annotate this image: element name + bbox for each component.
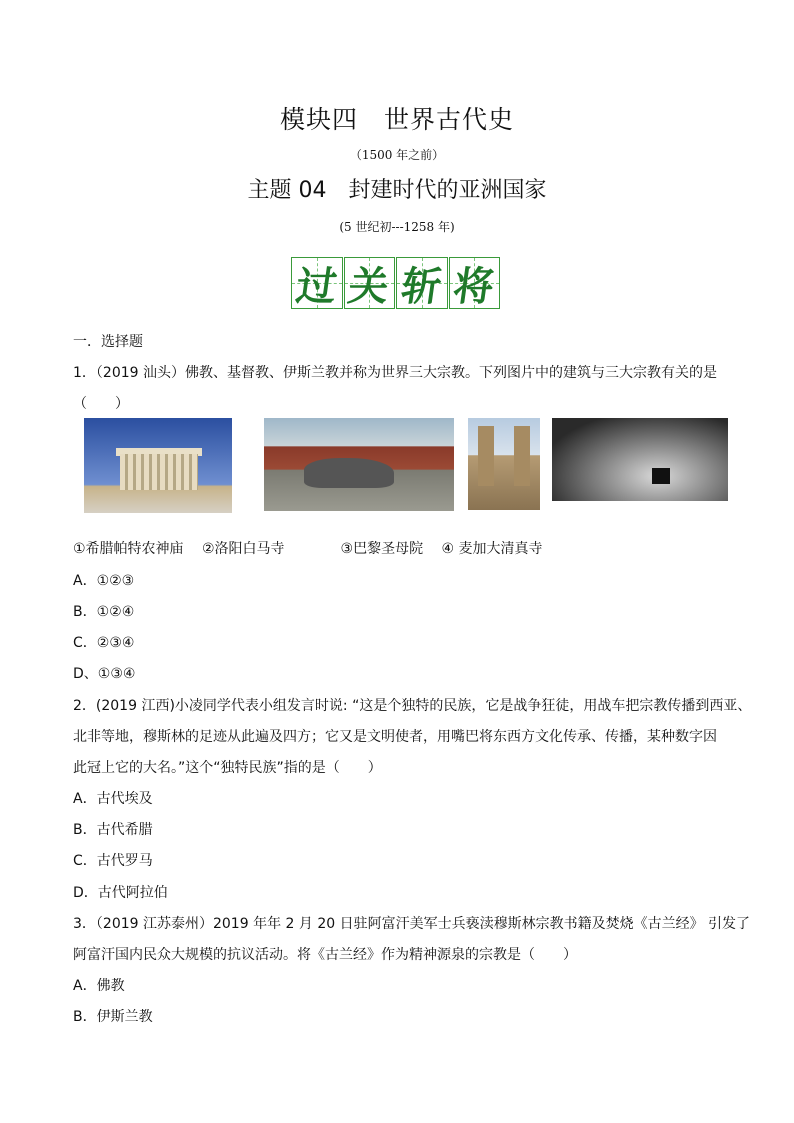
mecca-mosque-photo [552, 418, 728, 501]
q3-stem-line1: 3．（2019 江苏泰州）2019 年年 2 月 20 日驻阿富汗美军士兵亵渎穆斯林宗教书籍及焚烧《古兰经》 引发了 [73, 916, 751, 932]
q1-stem-line1: 1．（2019 汕头）佛教、基督教、伊斯兰教并称为世界三大宗教。下列图片中的建筑与三大宗教有关的是 [73, 365, 717, 381]
q1-stem-line2: （ ） [73, 396, 129, 412]
banner-cell [291, 257, 343, 309]
module-title [0, 100, 794, 136]
tower-right [514, 426, 530, 486]
q2-stem-line2: 北非等地，穆斯林的足迹从此遍及四方；它又是文明使者，用嘴巴将东西方文化传承、传播，某种数字因 [73, 729, 717, 745]
banner-char: 将 [450, 262, 498, 310]
banner-guoguan-zhanjiang [291, 257, 501, 309]
tower-left [478, 426, 494, 486]
banner-cell [449, 257, 501, 309]
banner-char: 关 [345, 262, 393, 310]
q1-image-captions: ①希腊帕特农神庙 ②洛阳白马寺 ③巴黎圣母院 ④ 麦加大清真寺 [73, 541, 543, 557]
q3-option-a: A．佛教 [73, 978, 125, 994]
q2-option-c: C．古代罗马 [73, 853, 153, 869]
topic-title: 主题 04 封建时代的亚洲国家 [247, 178, 547, 203]
kaaba [652, 468, 670, 484]
q1-option-c: C．②③④ [73, 635, 135, 651]
q1-option-d: D、①③④ [73, 666, 136, 682]
parthenon-photo [84, 418, 232, 513]
horse-statue [304, 458, 394, 488]
module-title-a: 模块四 [279, 105, 358, 134]
banner-cell [396, 257, 448, 309]
q2-option-b: B．古代希腊 [73, 822, 153, 838]
q3-option-b: B．伊斯兰教 [73, 1009, 153, 1025]
banner-cell [344, 257, 396, 309]
q1-option-b: B．①②④ [73, 604, 135, 620]
q2-option-a: A．古代埃及 [73, 791, 153, 807]
module-title-b: 世界古代史 [384, 105, 515, 134]
temple-columns [120, 454, 198, 490]
topic-subtitle: (5 世纪初---1258 年) [339, 220, 455, 234]
section-heading: 一．选择题 [73, 334, 143, 350]
banner-char: 斩 [398, 262, 445, 310]
q2-option-d: D．古代阿拉伯 [73, 885, 168, 901]
q2-stem-line3: 此冠上它的大名。”这个“独特民族”指的是（ ） [73, 760, 382, 776]
q2-stem-line1: 2．(2019 江西)小凌同学代表小组发言时说: “这是个独特的民族，它是战争狂徒，用战车把宗教传播到西亚、 [73, 698, 752, 714]
banner-char: 过 [293, 262, 340, 310]
module-subtitle: （1500 年之前） [349, 148, 445, 162]
notre-dame-photo [468, 418, 540, 510]
white-horse-temple-photo [264, 418, 454, 511]
q1-option-a: A．①②③ [73, 573, 135, 589]
q3-stem-line2: 阿富汗国内民众大规模的抗议活动。将《古兰经》作为精神源泉的宗教是（ ） [73, 947, 577, 963]
